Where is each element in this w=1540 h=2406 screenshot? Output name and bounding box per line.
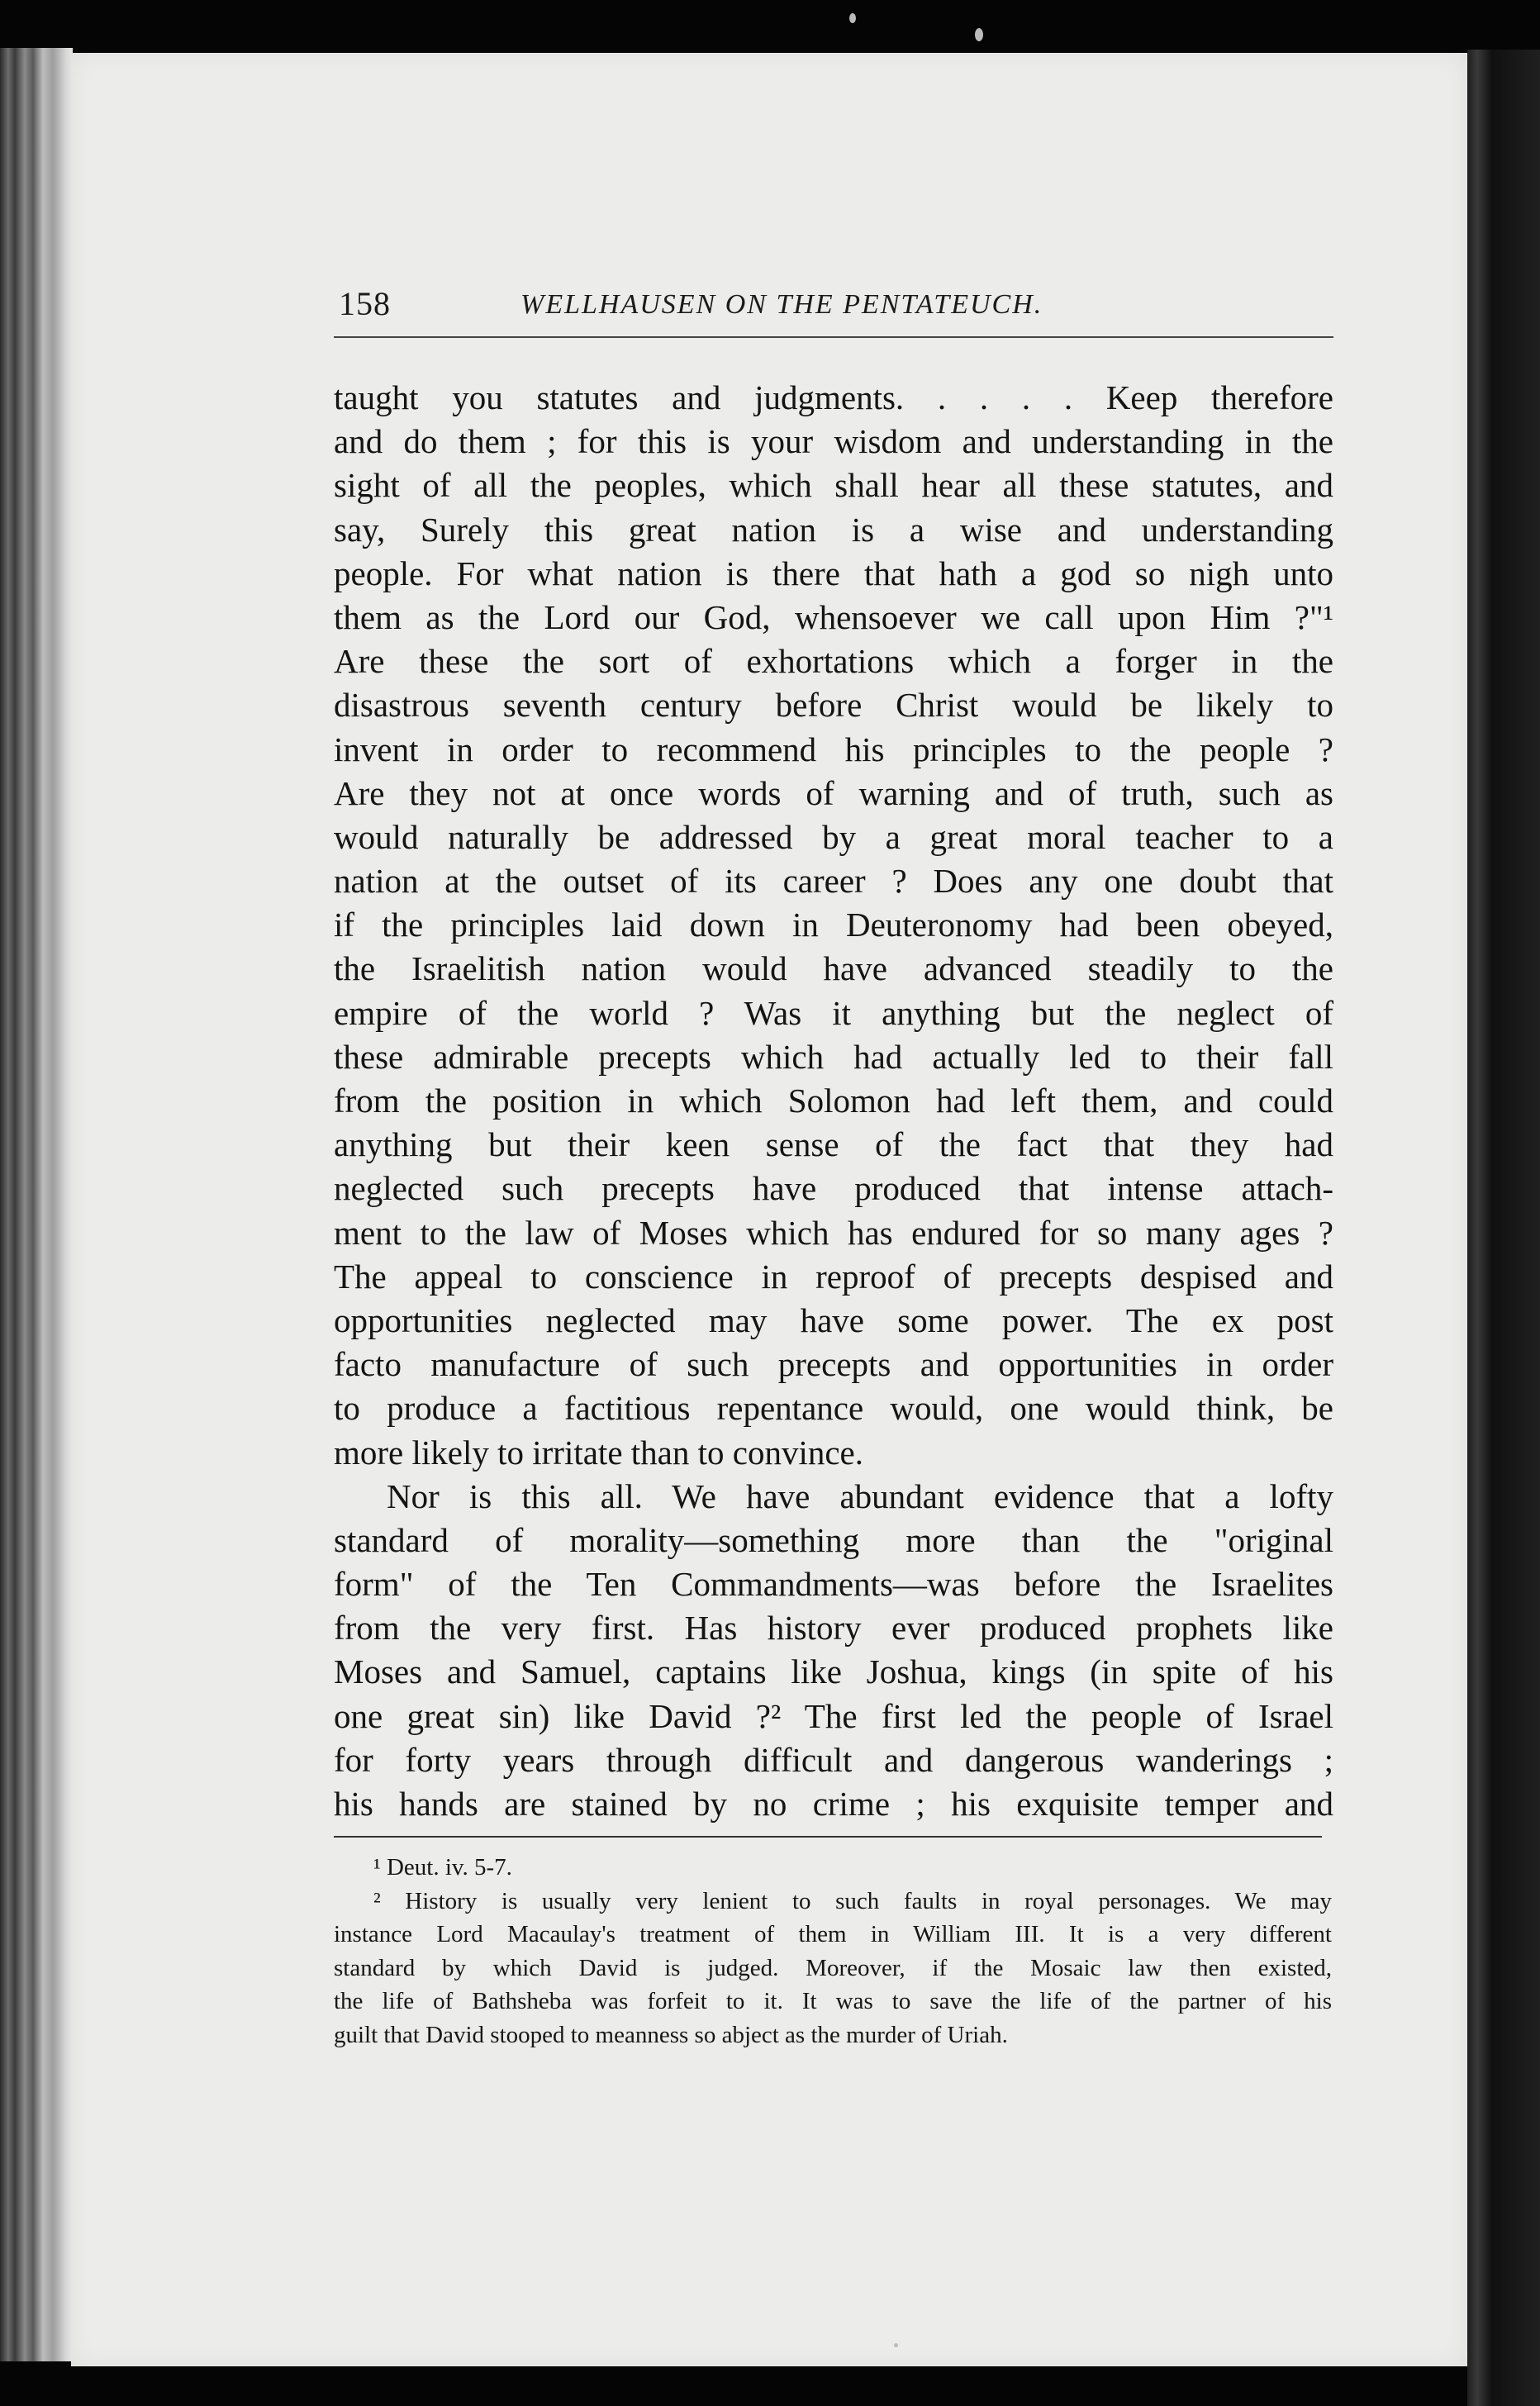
running-title: WELLHAUSEN ON THE PENTATEUCH. [520, 289, 1043, 320]
body-line: one great sin) like David ?² The first led the people of Israel [334, 1696, 1333, 1735]
body-line: from the very first. Has history ever produced prophets like [334, 1609, 1333, 1648]
page-number: 158 [339, 285, 391, 322]
body-line: standard of morality—something more than the "original [334, 1520, 1333, 1559]
body-line: neglected such precepts have produced that intense attach- [334, 1169, 1333, 1208]
body-line: Are these the sort of exhortations which a forger in the [334, 642, 1333, 681]
paragraph-start-line: Nor is this all. We have abundant evidence that a lofty [387, 1476, 1333, 1515]
body-line: Moses and Samuel, captains like Joshua, kings (in spite of his [334, 1652, 1333, 1691]
body-line: form" of the Ten Commandments—was before the Israelites [334, 1565, 1333, 1604]
body-line: sight of all the peoples, which shall hear all these statutes, and [334, 466, 1333, 505]
body-line: them as the Lord our God, whensoever we call upon Him ?"¹ [334, 597, 1333, 636]
scan-speck [975, 28, 983, 41]
footnote-rule [334, 1836, 1322, 1838]
body-line: ment to the law of Moses which has endured for so many ages ? [334, 1213, 1333, 1252]
body-text [334, 376, 1333, 1826]
footnote-line: the life of Bathsheba was forfeit to it. It was to save the life of the partner of his [334, 1988, 1332, 2014]
body-line: facto manufacture of such precepts and opportunities in order [334, 1345, 1333, 1384]
body-line: disastrous seventh century before Christ would be likely to [334, 686, 1333, 725]
body-line: say, Surely this great nation is a wise and understanding [334, 510, 1333, 549]
body-line: would naturally be addressed by a great moral teacher to a [334, 817, 1333, 856]
book-page-edges [0, 48, 73, 2361]
scan-speck [849, 13, 856, 23]
footnote-line: instance Lord Macaulay's treatment of them in William III. It is a very different [334, 1921, 1332, 1947]
scan-speck [894, 2343, 898, 2347]
body-line: opportunities neglected may have some power. The ex post [334, 1300, 1333, 1339]
body-line: the Israelitish nation would have advanced steadily to the [334, 949, 1333, 988]
footnotes [334, 1851, 1332, 2052]
body-line: from the position in which Solomon had left them, and could [334, 1082, 1333, 1120]
body-line: people. For what nation is there that hath a god so nigh unto [334, 554, 1333, 592]
body-line: more likely to irritate than to convince. [334, 1433, 863, 1472]
footnote-line: guilt that David stooped to meanness so abject as the murder of Uriah. [334, 2021, 1008, 2048]
body-line: empire of the world ? Was it anything but the neglect of [334, 993, 1333, 1032]
body-line: taught you statutes and judgments. . . . . Keep therefore [334, 378, 1333, 416]
body-line: and do them ; for this is your wisdom and understanding in the [334, 422, 1333, 461]
body-line: nation at the outset of its career ? Does any one doubt that [334, 862, 1333, 901]
footnote-line: ² History is usually very lenient to such faults in royal personages. We may [373, 1887, 1332, 1914]
book-spine-shadow [1467, 50, 1540, 2406]
body-line: if the principles laid down in Deuteronomy had been obeyed, [334, 906, 1333, 944]
body-line: for forty years through difficult and dangerous wanderings ; [334, 1740, 1333, 1779]
header-rule [334, 336, 1333, 338]
footnote-line: ¹ Deut. iv. 5-7. [373, 1854, 512, 1881]
body-line: anything but their keen sense of the fact that they had [334, 1125, 1333, 1164]
body-line: invent in order to recommend his principles to the people ? [334, 730, 1333, 768]
body-line: these admirable precepts which had actually led to their fall [334, 1037, 1333, 1076]
body-line: his hands are stained by no crime ; his exquisite temper and [334, 1785, 1333, 1823]
running-head [339, 281, 1334, 339]
body-line: Are they not at once words of warning and of truth, such as [334, 773, 1333, 812]
footnote-line: standard by which David is judged. Moreover, if the Mosaic law then existed, [334, 1954, 1332, 1981]
body-line: to produce a factitious repentance would, one would think, be [334, 1389, 1333, 1428]
body-line: The appeal to conscience in reproof of precepts despised and [334, 1257, 1333, 1296]
